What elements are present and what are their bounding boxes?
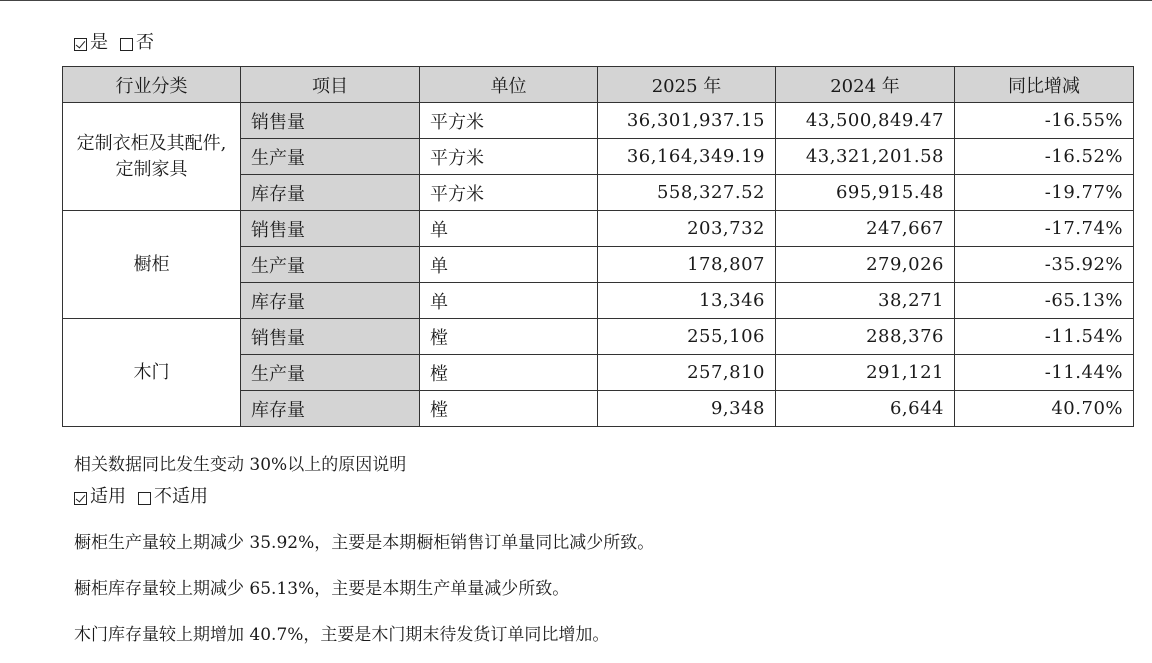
checked-box-icon[interactable]	[74, 492, 87, 505]
value-2024-cell: 6,644	[776, 391, 955, 427]
header-2024: 2024 年	[776, 67, 955, 103]
item-cell: 生产量	[241, 355, 420, 391]
explanation-cabinet-inventory: 橱柜库存量较上期减少 65.13%，主要是本期生产单量减少所致。	[74, 579, 570, 599]
checked-box-icon[interactable]	[74, 38, 87, 51]
item-cell: 库存量	[241, 391, 420, 427]
unit-cell: 樘	[420, 319, 598, 355]
value-2025-cell: 257,810	[598, 355, 776, 391]
applicable-checkbox-row	[74, 486, 220, 508]
table-row	[63, 319, 1134, 355]
item-cell: 库存量	[241, 283, 420, 319]
value-2024-cell: 695,915.48	[776, 175, 955, 211]
unchecked-box-icon[interactable]	[120, 38, 133, 51]
header-item: 项目	[241, 67, 420, 103]
table-row	[63, 103, 1134, 139]
unit-cell: 樘	[420, 391, 598, 427]
value-2025-cell: 178,807	[598, 247, 776, 283]
item-cell: 销售量	[241, 211, 420, 247]
value-2024-cell: 288,376	[776, 319, 955, 355]
value-2024-cell: 291,121	[776, 355, 955, 391]
item-cell: 销售量	[241, 319, 420, 355]
item-cell: 生产量	[241, 139, 420, 175]
change-cell: -19.77%	[955, 175, 1134, 211]
top-border-line	[0, 0, 1152, 1]
change-cell: -11.54%	[955, 319, 1134, 355]
header-yoy-change: 同比增减	[955, 67, 1134, 103]
option-applicable-label: 适用	[90, 486, 126, 507]
table-header-row	[63, 67, 1134, 103]
option-not-applicable-label: 不适用	[154, 486, 208, 507]
category-cell: 木门	[63, 319, 241, 427]
value-2024-cell: 247,667	[776, 211, 955, 247]
value-2024-cell: 43,321,201.58	[776, 139, 955, 175]
unit-cell: 单	[420, 211, 598, 247]
option-not-applicable[interactable]	[138, 486, 208, 508]
value-2025-cell: 558,327.52	[598, 175, 776, 211]
header-2025: 2025 年	[598, 67, 776, 103]
change-cell: -16.52%	[955, 139, 1134, 175]
table-row	[63, 211, 1134, 247]
value-2025-cell: 13,346	[598, 283, 776, 319]
explanation-door-inventory: 木门库存量较上期增加 40.7%，主要是木门期末待发货订单同比增加。	[74, 625, 610, 645]
item-cell: 销售量	[241, 103, 420, 139]
unit-cell: 平方米	[420, 139, 598, 175]
option-no-label: 否	[136, 32, 154, 53]
value-2025-cell: 36,164,349.19	[598, 139, 776, 175]
change-cell: -17.74%	[955, 211, 1134, 247]
item-cell: 库存量	[241, 175, 420, 211]
unit-cell: 樘	[420, 355, 598, 391]
unit-cell: 平方米	[420, 103, 598, 139]
change-cell: 40.70%	[955, 391, 1134, 427]
option-yes[interactable]	[74, 32, 108, 54]
production-sales-table	[62, 66, 1134, 427]
change-cell: -11.44%	[955, 355, 1134, 391]
option-yes-label: 是	[90, 32, 108, 53]
header-industry: 行业分类	[63, 67, 241, 103]
change-cell: -35.92%	[955, 247, 1134, 283]
change-cell: -65.13%	[955, 283, 1134, 319]
item-cell: 生产量	[241, 247, 420, 283]
unit-cell: 平方米	[420, 175, 598, 211]
option-no[interactable]	[120, 32, 154, 54]
yes-no-checkbox-row	[74, 32, 166, 54]
value-2025-cell: 9,348	[598, 391, 776, 427]
value-2025-cell: 203,732	[598, 211, 776, 247]
value-2024-cell: 279,026	[776, 247, 955, 283]
option-applicable[interactable]	[74, 486, 126, 508]
category-cell: 橱柜	[63, 211, 241, 319]
category-cell: 定制衣柜及其配件,定制家具	[63, 103, 241, 211]
unit-cell: 单	[420, 247, 598, 283]
change-cell: -16.55%	[955, 103, 1134, 139]
unit-cell: 单	[420, 283, 598, 319]
unchecked-box-icon[interactable]	[138, 492, 151, 505]
header-unit: 单位	[420, 67, 598, 103]
value-2025-cell: 255,106	[598, 319, 776, 355]
value-2024-cell: 43,500,849.47	[776, 103, 955, 139]
reason-heading: 相关数据同比发生变动 30%以上的原因说明	[74, 455, 407, 475]
explanation-cabinet-production: 橱柜生产量较上期减少 35.92%，主要是本期橱柜销售订单量同比减少所致。	[74, 533, 655, 553]
value-2024-cell: 38,271	[776, 283, 955, 319]
value-2025-cell: 36,301,937.15	[598, 103, 776, 139]
